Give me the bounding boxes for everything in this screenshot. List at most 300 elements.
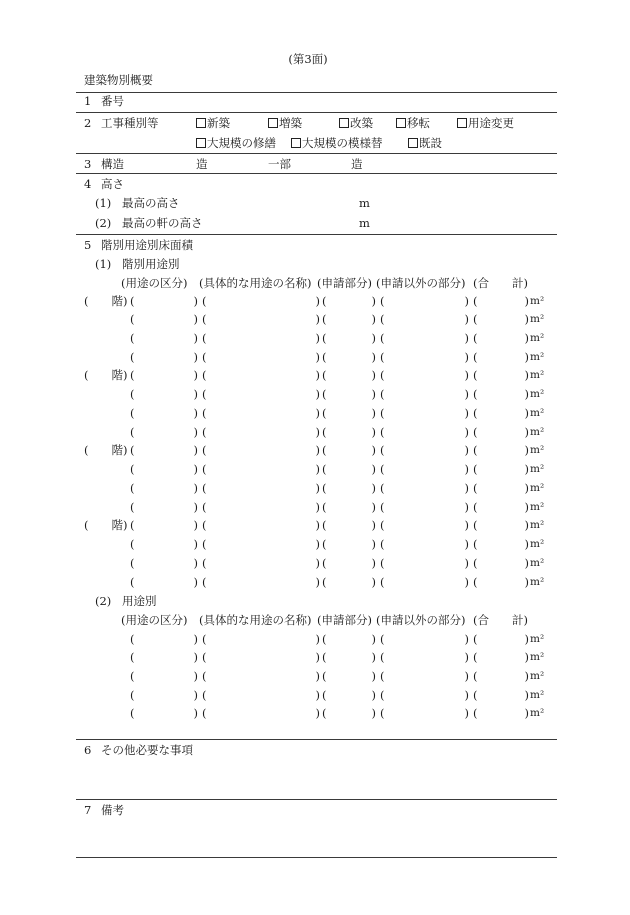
area-row	[0, 368, 630, 382]
field-value[interactable]	[478, 669, 525, 683]
area-row	[0, 556, 630, 570]
use-class-field[interactable]	[130, 706, 198, 720]
other-area-field[interactable]	[380, 481, 469, 495]
field-value[interactable]	[207, 706, 316, 720]
use-class-field[interactable]	[130, 462, 198, 476]
field-value[interactable]	[327, 500, 372, 514]
field-value[interactable]	[207, 537, 316, 551]
field-value[interactable]	[478, 443, 525, 457]
header-other-area: (申請以外の部分)	[376, 613, 466, 627]
applied-area-field[interactable]	[322, 500, 376, 514]
field-value[interactable]	[207, 425, 316, 439]
applied-area-field[interactable]	[322, 406, 376, 420]
bracket-open: (	[202, 574, 207, 589]
field-value[interactable]	[135, 706, 194, 720]
use-class-field[interactable]	[130, 294, 198, 308]
other-area-field[interactable]	[380, 688, 469, 702]
field-value[interactable]	[327, 632, 372, 646]
field-value[interactable]	[135, 537, 194, 551]
checkbox[interactable]	[268, 118, 278, 128]
other-area-field[interactable]	[380, 331, 469, 345]
total-area-field[interactable]	[473, 500, 529, 514]
by-use-number: (2)	[95, 594, 112, 608]
field-value[interactable]	[478, 706, 525, 720]
bracket-close: )	[524, 312, 529, 327]
applied-area-field[interactable]	[322, 425, 376, 439]
remarks-field[interactable]	[84, 821, 556, 853]
section-1-label: 番号	[101, 94, 124, 108]
use-class-field[interactable]	[130, 688, 198, 702]
field-value[interactable]	[478, 632, 525, 646]
applied-area-field[interactable]	[322, 650, 376, 664]
other-area-field[interactable]	[380, 312, 469, 326]
field-value[interactable]	[327, 368, 372, 382]
bracket-close: )	[193, 349, 198, 364]
use-name-field[interactable]	[202, 650, 320, 664]
field-value[interactable]	[385, 331, 465, 345]
field-value[interactable]	[478, 368, 525, 382]
option-relocation[interactable]	[396, 116, 430, 130]
field-value[interactable]	[207, 669, 316, 683]
bracket-open: (	[380, 312, 385, 327]
applied-area-field[interactable]	[322, 462, 376, 476]
bracket-close: )	[464, 480, 469, 495]
field-value[interactable]	[478, 462, 525, 476]
total-area-field[interactable]	[473, 632, 529, 646]
total-area-field[interactable]	[473, 481, 529, 495]
floor-label[interactable]: ( 階)	[84, 518, 128, 533]
option-new-construction[interactable]	[196, 116, 230, 130]
other-area-field[interactable]	[380, 443, 469, 457]
field-value[interactable]	[207, 575, 316, 589]
field-value[interactable]	[385, 462, 465, 476]
field-value[interactable]	[385, 500, 465, 514]
field-value[interactable]	[327, 518, 372, 532]
field-value[interactable]	[327, 406, 372, 420]
applied-area-field[interactable]	[322, 537, 376, 551]
field-value[interactable]	[207, 294, 316, 308]
use-name-field[interactable]	[202, 425, 320, 439]
field-value[interactable]	[135, 500, 194, 514]
use-class-field[interactable]	[130, 575, 198, 589]
bracket-close: )	[464, 424, 469, 439]
use-name-field[interactable]	[202, 481, 320, 495]
field-value[interactable]	[327, 443, 372, 457]
field-value[interactable]	[207, 462, 316, 476]
field-value[interactable]	[385, 387, 465, 401]
other-area-field[interactable]	[380, 406, 469, 420]
divider	[76, 739, 557, 740]
area-unit: m²	[530, 332, 545, 344]
field-value[interactable]	[478, 650, 525, 664]
checkbox[interactable]	[339, 118, 349, 128]
total-area-field[interactable]	[473, 575, 529, 589]
field-value[interactable]	[327, 537, 372, 551]
field-value[interactable]	[478, 688, 525, 702]
max-eaves-height-unit: m	[359, 216, 370, 230]
bracket-open: (	[130, 574, 135, 589]
bracket-open: (	[202, 387, 207, 402]
applied-area-field[interactable]	[322, 350, 376, 364]
other-area-field[interactable]	[380, 706, 469, 720]
total-area-field[interactable]	[473, 331, 529, 345]
other-area-field[interactable]	[380, 294, 469, 308]
use-class-field[interactable]	[130, 443, 198, 457]
use-class-field[interactable]	[130, 632, 198, 646]
bracket-close: )	[193, 706, 198, 721]
section-5-label: 階別用途別床面積	[101, 238, 193, 252]
section-6-number: 6	[84, 743, 92, 757]
applied-area-field[interactable]	[322, 669, 376, 683]
area-row	[0, 312, 630, 326]
other-area-field[interactable]	[380, 575, 469, 589]
max-eaves-height-field[interactable]	[240, 216, 356, 230]
bracket-close: )	[524, 687, 529, 702]
use-name-field[interactable]	[202, 312, 320, 326]
field-value[interactable]	[135, 294, 194, 308]
field-value[interactable]	[327, 688, 372, 702]
applied-area-field[interactable]	[322, 331, 376, 345]
field-value[interactable]	[385, 575, 465, 589]
field-value[interactable]	[385, 650, 465, 664]
header-use-name: (具体的な用途の名称)	[199, 276, 312, 290]
checkbox[interactable]	[457, 118, 467, 128]
total-area-field[interactable]	[473, 294, 529, 308]
other-area-field[interactable]	[380, 462, 469, 476]
field-value[interactable]	[385, 556, 465, 570]
use-name-field[interactable]	[202, 462, 320, 476]
other-area-field[interactable]	[380, 537, 469, 551]
bracket-open: (	[130, 443, 135, 458]
field-value[interactable]	[207, 481, 316, 495]
field-value[interactable]	[207, 387, 316, 401]
applied-area-field[interactable]	[322, 688, 376, 702]
field-value[interactable]	[327, 575, 372, 589]
applied-area-field[interactable]	[322, 481, 376, 495]
field-value[interactable]	[207, 688, 316, 702]
field-value[interactable]	[478, 350, 525, 364]
other-area-field[interactable]	[380, 425, 469, 439]
field-value[interactable]	[327, 425, 372, 439]
field-value[interactable]	[207, 406, 316, 420]
use-name-field[interactable]	[202, 368, 320, 382]
bracket-close: )	[193, 331, 198, 345]
field-value[interactable]	[327, 331, 372, 345]
bracket-open: (	[473, 706, 478, 721]
field-value[interactable]	[135, 575, 194, 589]
field-value[interactable]	[327, 312, 372, 326]
field-value[interactable]	[327, 350, 372, 364]
field-value[interactable]	[327, 462, 372, 476]
field-value[interactable]	[385, 481, 465, 495]
section-3-number: 3	[84, 157, 92, 171]
area-row	[0, 443, 630, 457]
bracket-open: (	[473, 462, 478, 477]
bracket-open: (	[322, 462, 327, 477]
use-name-field[interactable]	[202, 688, 320, 702]
use-name-field[interactable]	[202, 294, 320, 308]
total-area-field[interactable]	[473, 350, 529, 364]
field-value[interactable]	[385, 632, 465, 646]
field-value[interactable]	[385, 537, 465, 551]
use-name-field[interactable]	[202, 350, 320, 364]
area-unit: m²	[530, 500, 545, 513]
applied-area-field[interactable]	[322, 632, 376, 646]
floor-label[interactable]: ( 階)	[84, 293, 128, 308]
use-name-field[interactable]	[202, 556, 320, 570]
field-value[interactable]	[207, 443, 316, 457]
field-value[interactable]	[135, 425, 194, 439]
total-area-field[interactable]	[473, 443, 529, 457]
use-class-field[interactable]	[130, 406, 198, 420]
total-area-field[interactable]	[473, 387, 529, 401]
field-value[interactable]	[478, 406, 525, 420]
applied-area-field[interactable]	[322, 368, 376, 382]
other-matters-field[interactable]	[84, 761, 556, 795]
bracket-open: (	[380, 706, 385, 721]
field-value[interactable]	[135, 669, 194, 683]
applied-area-field[interactable]	[322, 556, 376, 570]
field-value[interactable]	[478, 481, 525, 495]
field-value[interactable]	[478, 331, 525, 345]
use-class-field[interactable]	[130, 312, 198, 326]
use-class-field[interactable]	[130, 650, 198, 664]
checkbox[interactable]	[291, 138, 301, 148]
total-area-field[interactable]	[473, 312, 529, 326]
field-value[interactable]	[385, 312, 465, 326]
applied-area-field[interactable]	[322, 312, 376, 326]
bracket-open: (	[202, 405, 207, 420]
checkbox[interactable]	[396, 118, 406, 128]
field-value[interactable]	[385, 368, 465, 382]
floor-label[interactable]: ( 階)	[84, 443, 128, 458]
bracket-close: )	[371, 293, 376, 308]
use-class-field[interactable]	[130, 669, 198, 683]
total-area-field[interactable]	[473, 650, 529, 664]
field-value[interactable]	[385, 350, 465, 364]
bracket-open: (	[380, 443, 385, 458]
total-area-field[interactable]	[473, 537, 529, 551]
field-value[interactable]	[385, 443, 465, 457]
field-value[interactable]	[385, 669, 465, 683]
use-name-field[interactable]	[202, 387, 320, 401]
field-value[interactable]	[327, 650, 372, 664]
use-class-field[interactable]	[130, 481, 198, 495]
other-area-field[interactable]	[380, 669, 469, 683]
field-value[interactable]	[327, 387, 372, 401]
field-value[interactable]	[385, 294, 465, 308]
use-class-field[interactable]	[130, 556, 198, 570]
checkbox[interactable]	[196, 138, 206, 148]
section-7-number: 7	[84, 803, 92, 817]
checkbox[interactable]	[408, 138, 418, 148]
use-name-field[interactable]	[202, 500, 320, 514]
bracket-open: (	[322, 349, 327, 364]
field-value[interactable]	[327, 669, 372, 683]
bracket-close: )	[193, 293, 198, 308]
option-major-remodeling[interactable]	[291, 136, 383, 150]
structure-field[interactable]	[130, 157, 194, 171]
other-area-field[interactable]	[380, 556, 469, 570]
bracket-open: (	[473, 368, 478, 383]
bracket-open: (	[473, 405, 478, 420]
field-value[interactable]	[207, 556, 316, 570]
bracket-open: (	[130, 331, 135, 345]
field-value[interactable]	[327, 481, 372, 495]
use-name-field[interactable]	[202, 575, 320, 589]
other-area-field[interactable]	[380, 632, 469, 646]
field-value[interactable]	[207, 518, 316, 532]
option-label: 用途変更	[468, 116, 514, 130]
bracket-open: (	[202, 368, 207, 383]
field-value[interactable]	[327, 706, 372, 720]
use-class-field[interactable]	[130, 387, 198, 401]
use-name-field[interactable]	[202, 406, 320, 420]
field-value[interactable]	[135, 650, 194, 664]
total-area-field[interactable]	[473, 406, 529, 420]
bracket-close: )	[193, 650, 198, 665]
applied-area-field[interactable]	[322, 706, 376, 720]
field-value[interactable]	[207, 632, 316, 646]
use-class-field[interactable]	[130, 425, 198, 439]
use-name-field[interactable]	[202, 632, 320, 646]
field-value[interactable]	[478, 312, 525, 326]
max-eaves-height-number: (2)	[95, 216, 112, 230]
field-value[interactable]	[135, 462, 194, 476]
total-area-field[interactable]	[473, 425, 529, 439]
use-name-field[interactable]	[202, 443, 320, 457]
field-value[interactable]	[385, 406, 465, 420]
use-name-field[interactable]	[202, 518, 320, 532]
use-name-field[interactable]	[202, 331, 320, 345]
applied-area-field[interactable]	[322, 518, 376, 532]
applied-area-field[interactable]	[322, 387, 376, 401]
use-class-field[interactable]	[130, 368, 198, 382]
bracket-close: )	[371, 368, 376, 383]
use-class-field[interactable]	[130, 350, 198, 364]
field-value[interactable]	[478, 500, 525, 514]
field-value[interactable]	[135, 312, 194, 326]
applied-area-field[interactable]	[322, 575, 376, 589]
total-area-field[interactable]	[473, 556, 529, 570]
use-class-field[interactable]	[130, 500, 198, 514]
option-change-of-use[interactable]	[457, 116, 514, 130]
area-row	[0, 350, 630, 364]
field-value[interactable]	[135, 331, 194, 345]
other-area-field[interactable]	[380, 518, 469, 532]
other-area-field[interactable]	[380, 387, 469, 401]
checkbox[interactable]	[196, 118, 206, 128]
field-value[interactable]	[478, 537, 525, 551]
option-label: 新築	[207, 116, 230, 130]
field-value[interactable]	[207, 312, 316, 326]
bracket-close: )	[193, 537, 198, 551]
field-value[interactable]	[385, 425, 465, 439]
field-value[interactable]	[478, 387, 525, 401]
max-height-field[interactable]	[240, 196, 356, 210]
use-name-field[interactable]	[202, 537, 320, 551]
field-value[interactable]	[135, 350, 194, 364]
other-area-field[interactable]	[380, 350, 469, 364]
use-class-field[interactable]	[130, 537, 198, 551]
option-extension[interactable]	[268, 116, 302, 130]
section-2-label: 工事種別等	[101, 116, 159, 130]
total-area-field[interactable]	[473, 706, 529, 720]
header-total: (合 計)	[473, 613, 528, 627]
field-value[interactable]	[207, 350, 316, 364]
field-value[interactable]	[135, 406, 194, 420]
field-value[interactable]	[327, 556, 372, 570]
field-value[interactable]	[135, 443, 194, 457]
bracket-open: (	[380, 293, 385, 308]
option-existing[interactable]	[408, 136, 442, 150]
field-value[interactable]	[207, 500, 316, 514]
partial-structure-field[interactable]	[294, 157, 349, 171]
field-value[interactable]	[135, 481, 194, 495]
divider	[76, 112, 557, 113]
area-row	[0, 575, 630, 589]
field-value[interactable]	[478, 556, 525, 570]
total-area-field[interactable]	[473, 368, 529, 382]
field-value[interactable]	[385, 518, 465, 532]
section-5-number: 5	[84, 238, 92, 252]
field-value[interactable]	[478, 518, 525, 532]
bracket-open: (	[202, 669, 207, 683]
bracket-close: )	[371, 480, 376, 495]
total-area-field[interactable]	[473, 688, 529, 702]
applied-area-field[interactable]	[322, 443, 376, 457]
bracket-open: (	[202, 555, 207, 570]
use-name-field[interactable]	[202, 669, 320, 683]
option-reconstruction[interactable]	[339, 116, 373, 130]
applied-area-field[interactable]	[322, 294, 376, 308]
field-value[interactable]	[207, 331, 316, 345]
building-number-field[interactable]	[196, 94, 554, 108]
other-area-field[interactable]	[380, 368, 469, 382]
field-value[interactable]	[135, 387, 194, 401]
field-value[interactable]	[135, 518, 194, 532]
field-value[interactable]	[135, 556, 194, 570]
floor-label[interactable]: ( 階)	[84, 368, 128, 383]
field-value[interactable]	[478, 575, 525, 589]
total-area-field[interactable]	[473, 669, 529, 683]
other-area-field[interactable]	[380, 650, 469, 664]
use-class-field[interactable]	[130, 518, 198, 532]
option-major-repair[interactable]	[196, 136, 276, 150]
bracket-close: )	[464, 443, 469, 458]
field-value[interactable]	[385, 688, 465, 702]
bracket-close: )	[371, 537, 376, 551]
use-class-field[interactable]	[130, 331, 198, 345]
total-area-field[interactable]	[473, 462, 529, 476]
field-value[interactable]	[478, 425, 525, 439]
field-value[interactable]	[135, 368, 194, 382]
total-area-field[interactable]	[473, 518, 529, 532]
use-name-field[interactable]	[202, 706, 320, 720]
bracket-open: (	[473, 293, 478, 308]
field-value[interactable]	[135, 688, 194, 702]
field-value[interactable]	[135, 632, 194, 646]
field-value[interactable]	[327, 294, 372, 308]
other-area-field[interactable]	[380, 500, 469, 514]
field-value[interactable]	[385, 706, 465, 720]
field-value[interactable]	[207, 368, 316, 382]
field-value[interactable]	[207, 650, 316, 664]
bracket-close: )	[371, 443, 376, 458]
area-row	[0, 706, 630, 720]
bracket-open: (	[130, 387, 135, 402]
field-value[interactable]	[478, 294, 525, 308]
